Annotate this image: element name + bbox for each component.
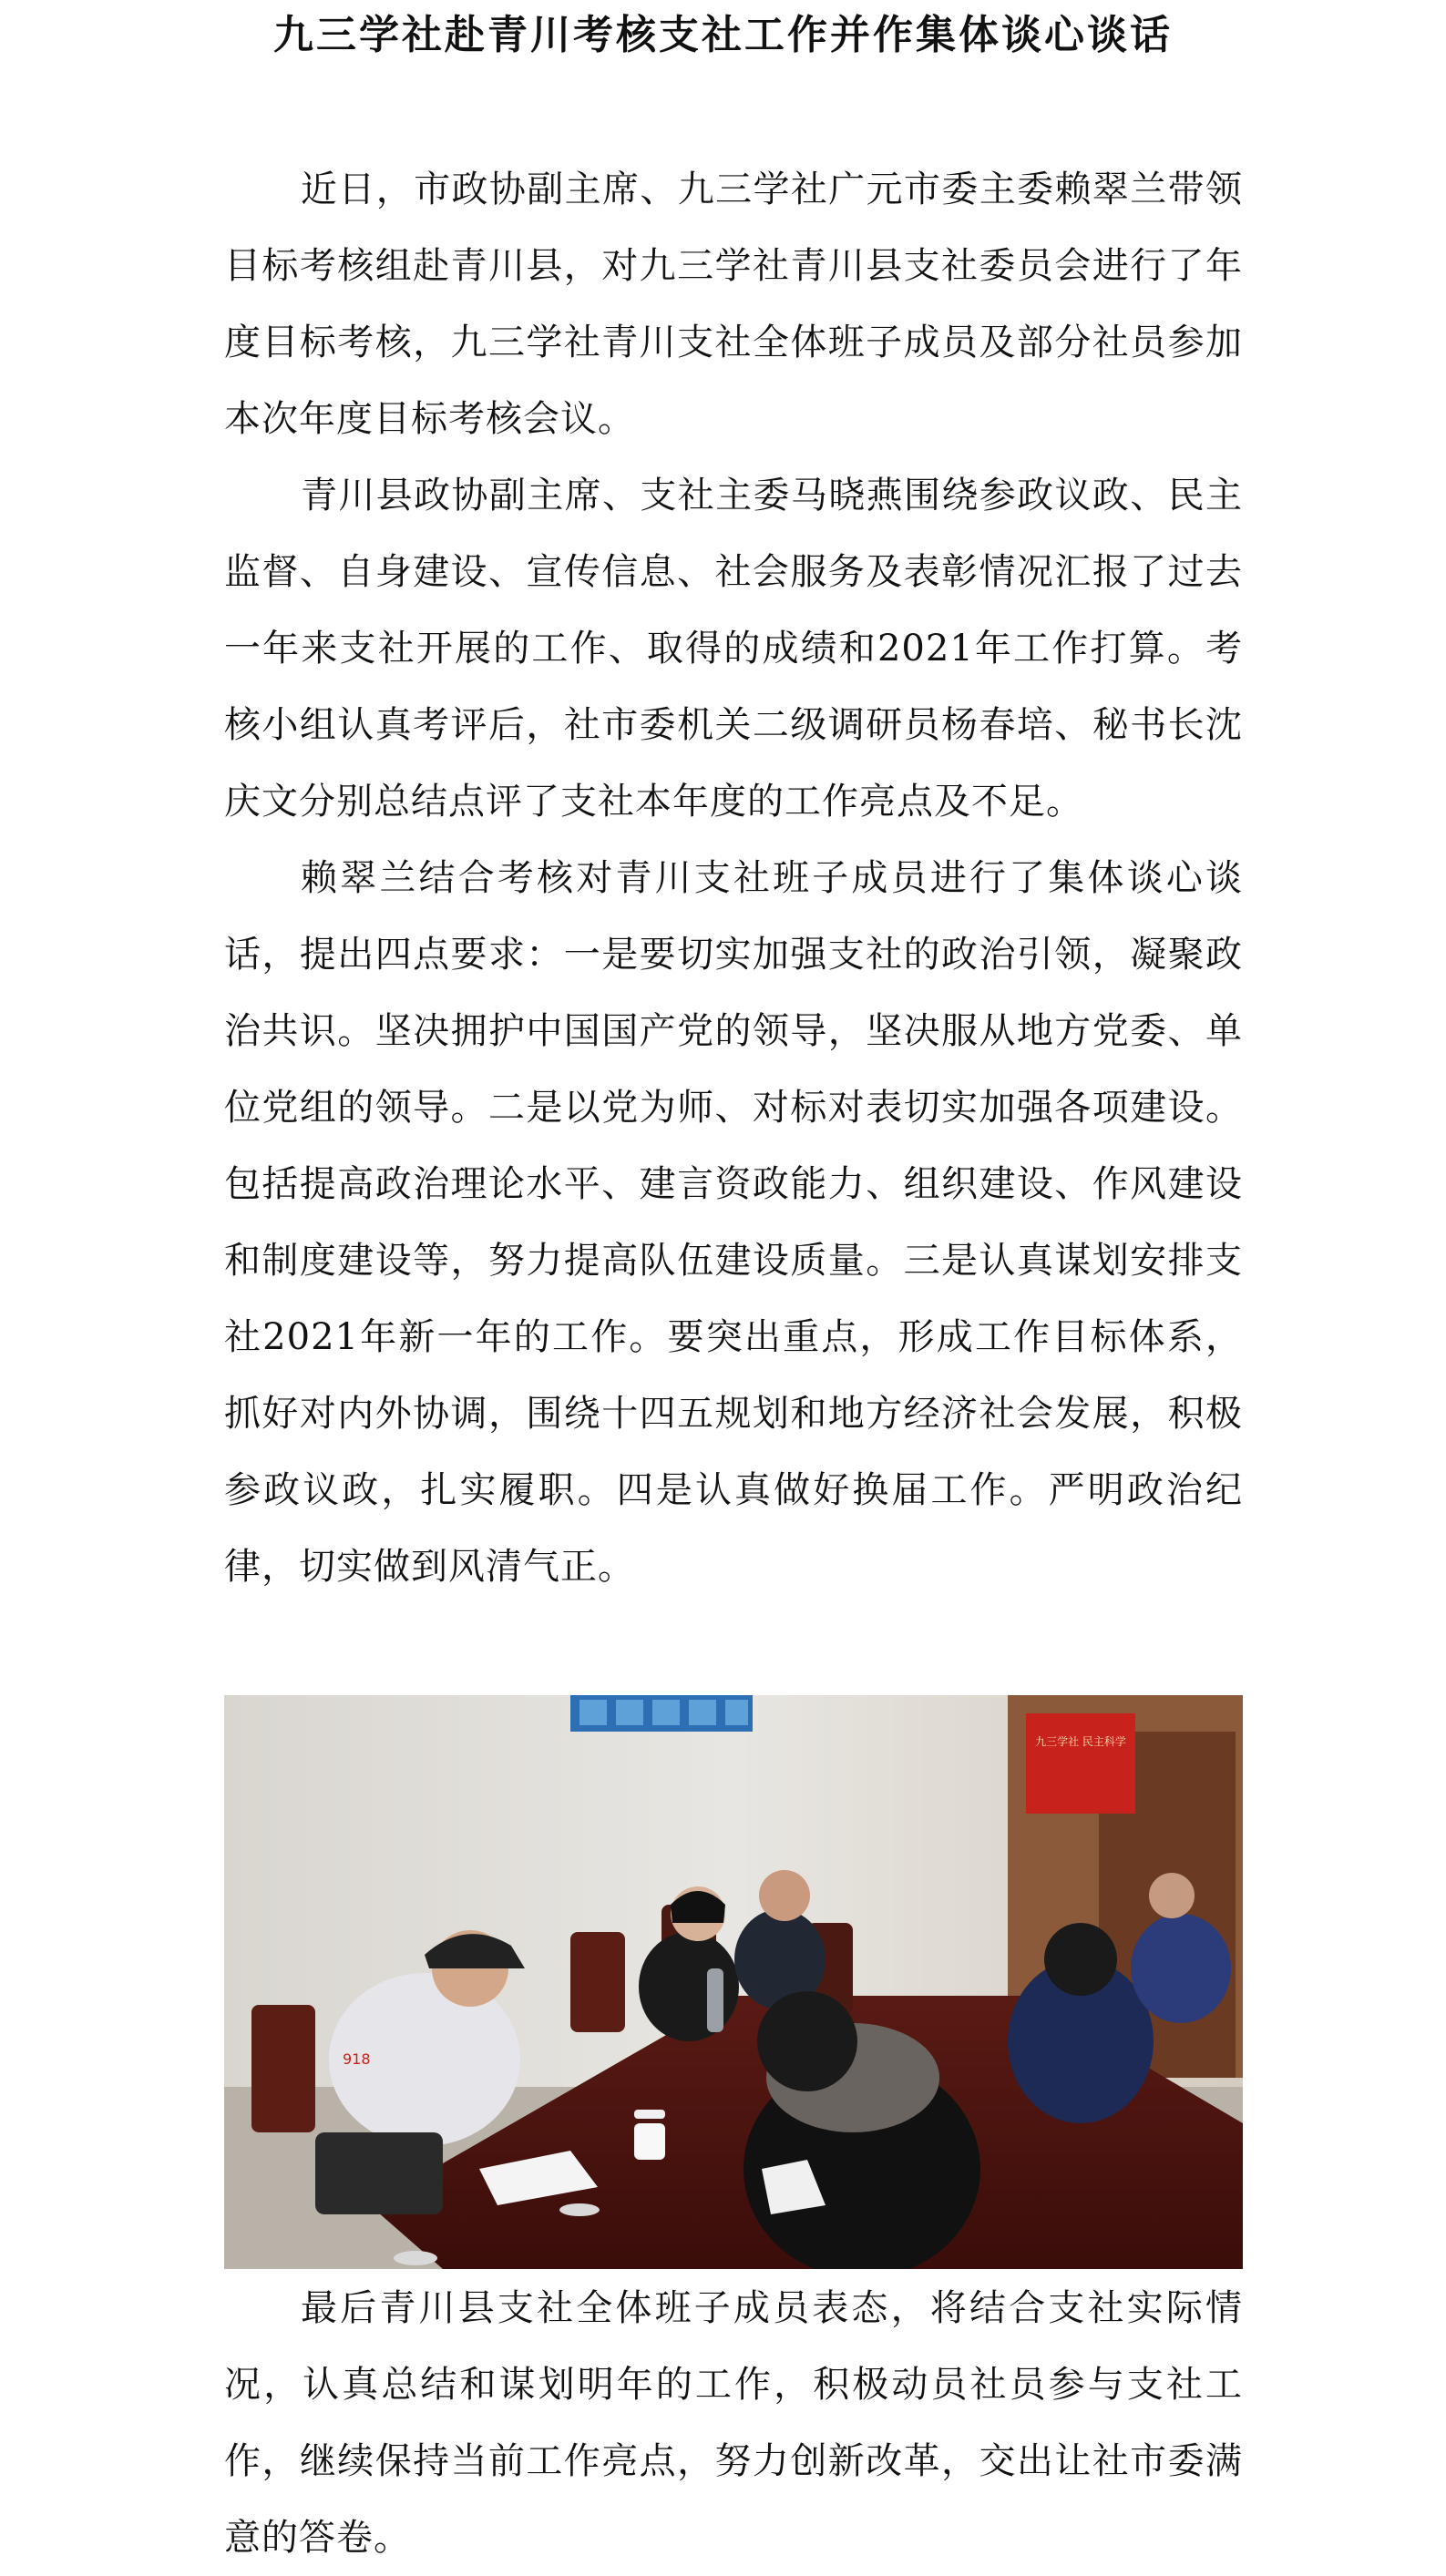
banner [1026, 1713, 1135, 1814]
closing-paragraph: 最后青川县支社全体班子成员表态，将结合支社实际情况，认真总结和谋划明年的工作，积极动员社员参与支社工作，继续保持当前工作亮点，努力创新改革，交出让社市委满意的答卷。 [224, 2287, 1243, 2559]
paragraph-1: 近日，市政协副主席、九三学社广元市委主委赖翠兰带领目标考核组赴青川县，对九三学社青川县支社委员会进行了年度目标考核，九三学社青川支社全体班子成员及部分社员参加本次年度目标考核会议。 [224, 169, 1243, 440]
article-body [224, 151, 1243, 1605]
closing-section [224, 2270, 1243, 2576]
paragraph-2: 青川县政协副主席、支社主委马晓燕围绕参政议政、民主监督、自身建设、宣传信息、社会服务及表彰情况汇报了过去一年来支社开展的工作、取得的成绩和2021年工作打算。考核小组认真考评后，社市委机关二级调研员杨春培、秘书长沈庆文分别总结点评了支社本年度的工作亮点及不足。 [224, 475, 1243, 823]
meeting-photo-illustration [224, 1695, 1243, 2269]
banner-text: 九三学社 民主科学 [1035, 1735, 1126, 1748]
jacket-number: 918 [343, 2050, 371, 2068]
article-title: 九三学社赴青川考核支社工作并作集体谈心谈话 [273, 12, 1173, 58]
paragraph-3: 赖翠兰结合考核对青川支社班子成员进行了集体谈心谈话，提出四点要求：一是要切实加强支社的政治引领，凝聚政治共识。坚决拥护中国国产党的领导，坚决服从地方党委、单位党组的领导。二是以党为师、对标对表切实加强各项建设。包括提高政治理论水平、建言资政能力、组织建设、作风建设和制度建设等，努力提高队伍建设质量。三是认真谋划安排支社2021年新一年的工作。要突出重点，形成工作目标体系，抓好对内外协调，围绕十四五规划和地方经济社会发展，积极参政议政，扎实履职。四是认真做好换届工作。严明政治纪律，切实做到风清气正。 [224, 857, 1243, 1588]
meeting-photo [224, 1695, 1243, 2269]
